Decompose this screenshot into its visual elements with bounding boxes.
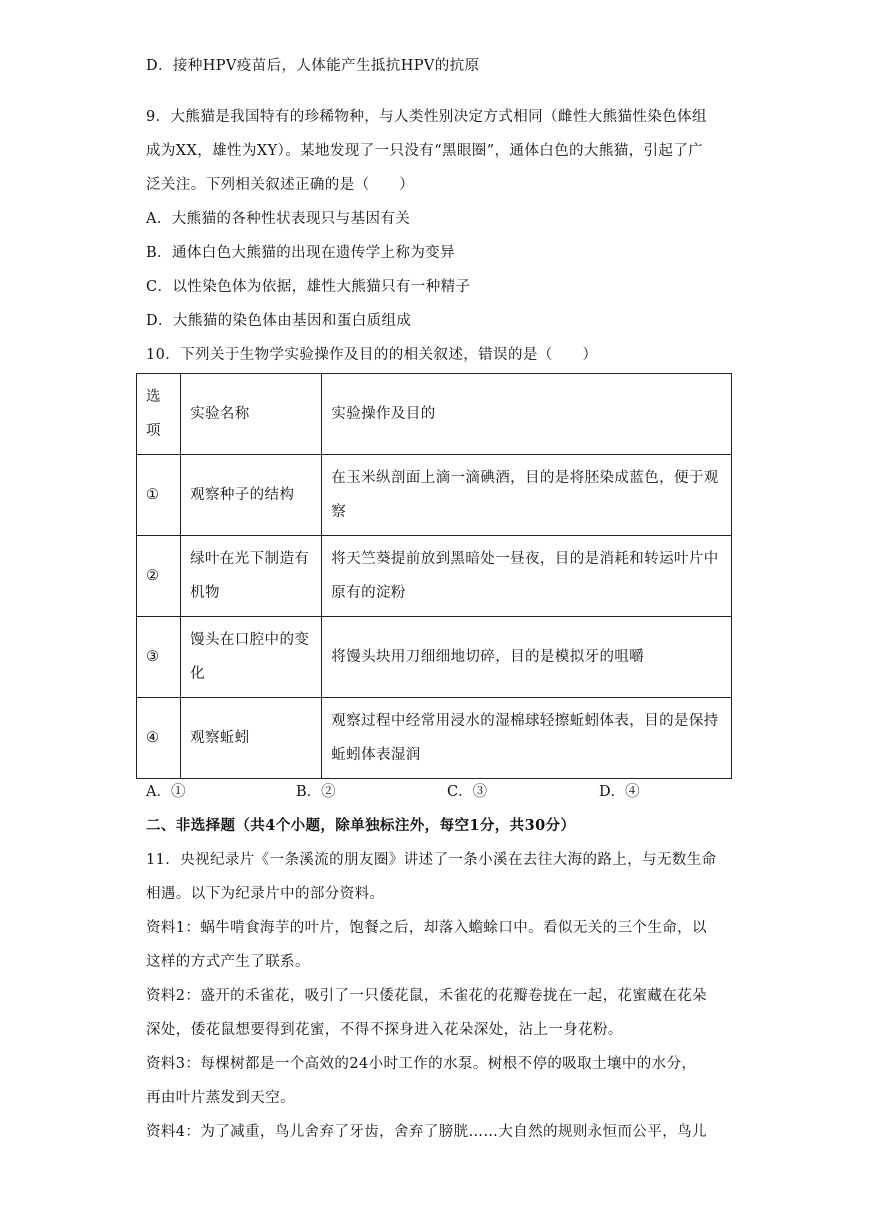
- cell-experiment: 馒头在口腔中的变化: [181, 617, 322, 698]
- q10-stem: 10．下列关于生物学实验操作及目的的相关叙述，错误的是（ ）: [146, 347, 598, 363]
- header-option: 选项: [137, 374, 181, 455]
- cell-option: ②: [137, 536, 181, 617]
- q9-stem-line-2: 成为XX，雄性为XY）。某地发现了一只没有“黑眼圈”，通体白色的大熊猫，引起了广: [146, 143, 704, 159]
- material-2-line-2: 深处，倭花鼠想要得到花蜜，不得不探身进入花朵深处，沾上一身花粉。: [146, 1022, 623, 1038]
- cell-option: ④: [137, 698, 181, 779]
- q9-option-a: A．大熊猫的各种性状表现只与基因有关: [146, 211, 411, 227]
- q9-stem-line-1: 9．大熊猫是我国特有的珍稀物种，与人类性别决定方式相同（雌性大熊猫性染色体组: [146, 109, 707, 125]
- cell-option: ③: [137, 617, 181, 698]
- q10-option-c: C．③: [447, 784, 488, 800]
- table-row: [137, 698, 732, 779]
- cell-procedure: 将天竺葵提前放到黑暗处一昼夜，目的是消耗和转运叶片中原有的淀粉: [322, 536, 732, 617]
- material-4-line-1: 资料4：为了减重，鸟儿舍弃了牙齿，舍弃了膀胱……大自然的规则永恒而公平，鸟儿: [146, 1124, 707, 1140]
- header-experiment-name: 实验名称: [181, 374, 322, 455]
- q10-table: [136, 373, 732, 779]
- q10-option-a: A．①: [146, 784, 186, 800]
- table-row: [137, 536, 732, 617]
- material-3-line-2: 再由叶片蒸发到天空。: [146, 1090, 295, 1106]
- cell-procedure: 在玉米纵剖面上滴一滴碘酒，目的是将胚染成蓝色，便于观察: [322, 455, 732, 536]
- q10-option-b: B．②: [296, 784, 336, 800]
- material-2-line-1: 资料2：盛开的禾雀花，吸引了一只倭花鼠，禾雀花的花瓣卷拢在一起，花蜜藏在花朵: [146, 988, 707, 1004]
- table-row: [137, 455, 732, 536]
- table-row: [137, 617, 732, 698]
- q8-option-d: D．接种HPV疫苗后，人体能产生抵抗HPV的抗原: [146, 58, 480, 74]
- cell-experiment: 观察蚯蚓: [181, 698, 322, 779]
- q9-option-b: B．通体白色大熊猫的出现在遗传学上称为变异: [146, 245, 456, 261]
- q11-stem-line-1: 11．央视纪录片《一条溪流的朋友圈》讲述了一条小溪在去往大海的路上，与无数生命: [146, 852, 717, 868]
- q9-option-c: C．以性染色体为依据，雄性大熊猫只有一种精子: [146, 279, 471, 295]
- material-3-line-1: 资料3：每棵树都是一个高效的24小时工作的水泵。树根不停的吸取土壤中的水分，: [146, 1056, 697, 1072]
- cell-procedure: 观察过程中经常用浸水的湿棉球轻擦蚯蚓体表，目的是保持蚯蚓体表湿润: [322, 698, 732, 779]
- material-1-line-1: 资料1：蜗牛啃食海芋的叶片，饱餐之后，却落入蟾蜍口中。看似无关的三个生命，以: [146, 920, 707, 936]
- section-2-heading: 二、非选择题（共4个小题，除单独标注外，每空1分，共30分）: [146, 817, 576, 834]
- table-header-row: [137, 374, 732, 455]
- q10-option-d: D．④: [599, 784, 640, 800]
- cell-experiment: 绿叶在光下制造有机物: [181, 536, 322, 617]
- cell-option: ①: [137, 455, 181, 536]
- q9-option-d: D．大熊猫的染色体由基因和蛋白质组成: [146, 313, 412, 329]
- material-1-line-2: 这样的方式产生了联系。: [146, 954, 310, 970]
- cell-procedure: 将馒头块用刀细细地切碎，目的是模拟牙的咀嚼: [322, 617, 732, 698]
- q9-stem-line-3: 泛关注。下列相关叙述正确的是（ ）: [146, 177, 415, 193]
- q11-stem-line-2: 相遇。以下为纪录片中的部分资料。: [146, 886, 385, 902]
- cell-experiment: 观察种子的结构: [181, 455, 322, 536]
- header-procedure: 实验操作及目的: [322, 374, 732, 455]
